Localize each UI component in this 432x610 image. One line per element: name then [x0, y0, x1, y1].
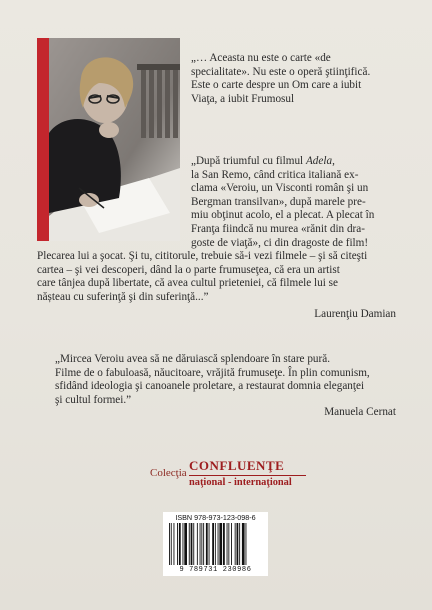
barcode-bar [228, 523, 229, 565]
author-photo [37, 38, 180, 241]
barcode-bar [177, 523, 178, 565]
quote-1-line: Este o carte despre un Om care a iubit [191, 79, 362, 92]
quote-3-line: „Mircea Veroiu avea să ne dăruiască splendoare în stare pură. [55, 353, 330, 365]
quote-2-line: Franţa fiindcă nu murea «rănit din dra- [191, 222, 365, 235]
barcode-bar [223, 523, 225, 565]
isbn-text: ISBN 978-973-123-098-6 [175, 513, 256, 522]
quote-2-line: miu obţinut acolo, el a plecat. A plecat în [191, 209, 375, 222]
barcode-bar [237, 523, 239, 565]
barcode-bar [203, 523, 204, 565]
quote-2-bottom [37, 250, 396, 304]
barcode-bar [212, 523, 214, 565]
barcode-bar [219, 523, 222, 565]
barcode-bar [209, 523, 210, 565]
quote-2-line: Plecarea lui a şocat. Şi tu, cititorule, trebuie să-i vezi filmele – şi să citeşti [37, 250, 368, 262]
barcode-bar [201, 523, 202, 565]
barcode-bar [174, 523, 175, 565]
barcode-bar [191, 523, 193, 565]
barcode-bar [184, 523, 187, 565]
isbn-barcode [163, 512, 268, 576]
barcode-bar [197, 523, 198, 565]
barcode-bar [231, 523, 232, 565]
barcode-bar [171, 523, 172, 565]
quote-2-top [191, 155, 396, 250]
collection-mark [150, 458, 310, 492]
barcode-bar [189, 523, 190, 565]
quote-2-line: nășteau cu suferinţă şi din suferinţă...” [37, 290, 209, 303]
quote-1-line: Viaţa, a iubit Frumosul [191, 92, 295, 105]
quote-2-author: Laurenţiu Damian [314, 308, 396, 320]
barcode-bar [200, 523, 201, 565]
quote-1 [191, 52, 396, 106]
quote-3-line: şi cultul formei.” [55, 393, 132, 406]
quote-2-line: cartea – şi vei descoperi, dând la o parte frumuseţea, că era un artist [37, 263, 340, 276]
author-photo-image [49, 38, 180, 241]
barcode-bar [235, 523, 236, 565]
quote-3-author: Manuela Cernat [324, 406, 396, 418]
collection-title: CONFLUENŢE [189, 458, 285, 473]
barcode-bar [183, 523, 184, 565]
barcode-bar [169, 523, 170, 565]
collection-label: Colecţia [150, 467, 187, 479]
barcode-bar [242, 523, 245, 565]
collection-subtitle: naţional - internaţional [189, 477, 292, 488]
barcode-digits: 9 789731 230986 [179, 566, 252, 574]
quote-2-line: clama «Veroiu, un Visconti român şi un [191, 182, 369, 195]
barcode-bar [193, 523, 194, 565]
quote-3-line: sfidând ideologia şi canoanele proletare, a restaurat domnia eleganţei [55, 380, 365, 393]
quote-1-line: „… Aceasta nu este o carte «de [191, 52, 331, 64]
barcode-bar [215, 523, 216, 565]
barcode-bar [246, 523, 247, 565]
quote-2-line: Bergman transilvan», după marele pre- [191, 195, 366, 208]
quote-2-line: goste de viaţă», ci din dragoste de film! [191, 236, 369, 249]
collection-divider [189, 475, 306, 476]
quote-3 [55, 353, 397, 407]
quote-2-line [191, 155, 396, 169]
quote-1-line: specialitate». Nu este o operă ştiinţifică. [191, 65, 371, 78]
barcode-bar [239, 523, 240, 565]
barcode-bars [169, 523, 262, 565]
barcode-bar [227, 523, 228, 565]
quote-3-line: Filme de o fabuloasă, năucitoare, vrăjită frumuseţe. În plin comunism, [55, 366, 370, 379]
quote-2-line-text: „După triumful cu filmul Adela, [191, 155, 335, 167]
photo-accent-bar [37, 38, 49, 241]
quote-2-line: care tânjea după libertate, că avea cultul prieteniei, că filmele lui se [37, 277, 338, 290]
barcode-bar [206, 523, 208, 565]
quote-2-line: la San Remo, când critica italiană ex- [191, 168, 359, 181]
barcode-bar [179, 523, 181, 565]
barcode-bar [218, 523, 219, 565]
